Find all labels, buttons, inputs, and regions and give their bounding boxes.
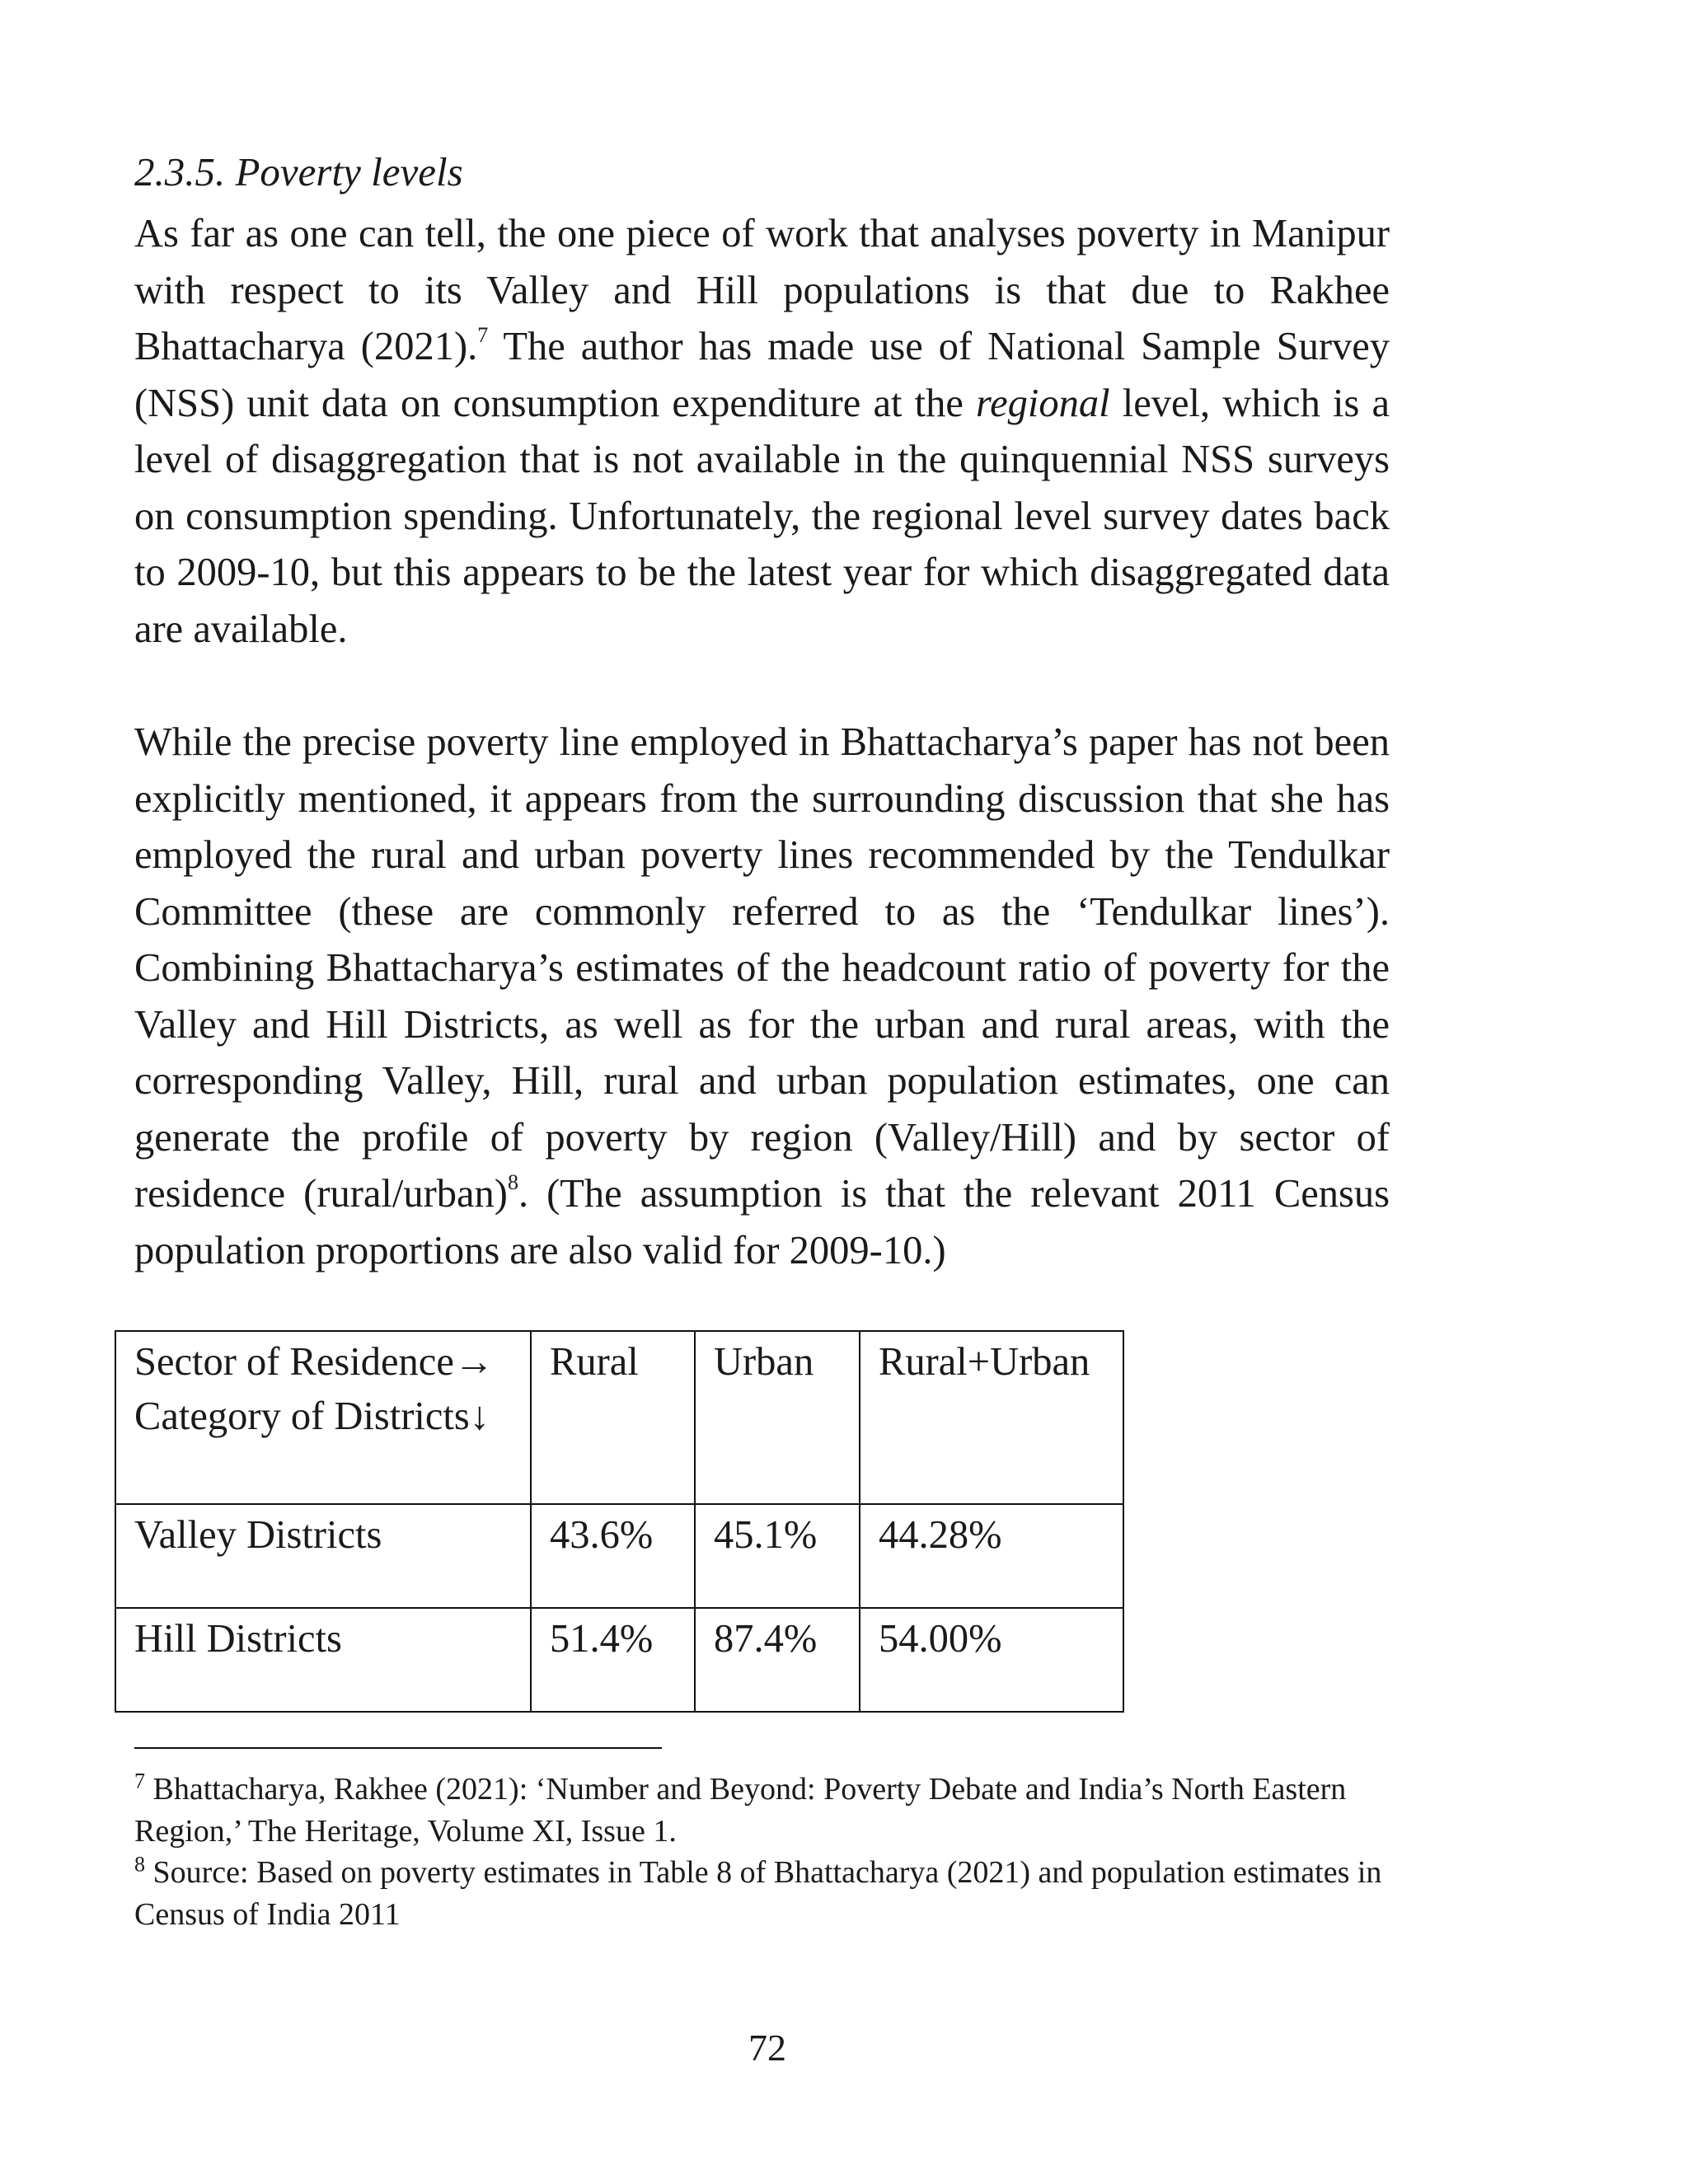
table-header-row bbox=[115, 1331, 1123, 1504]
paragraph-text: As far as one can tell, the one piece of work that analyses poverty in Manipur with respect to its Valley and Hill populations is that due to Rakhee Bhattacharya (2021). bbox=[134, 212, 1390, 368]
page-number: 72 bbox=[748, 2027, 786, 2069]
footnote-7 bbox=[134, 1769, 1404, 1853]
table-cell: 51.4% bbox=[531, 1608, 695, 1712]
table-header-corner bbox=[115, 1331, 531, 1504]
table-cell: 45.1% bbox=[695, 1504, 860, 1608]
paragraph-poverty-lines bbox=[134, 715, 1390, 1279]
footnote-8 bbox=[134, 1852, 1404, 1936]
table-row bbox=[115, 1504, 1123, 1608]
table-cell: 54.00% bbox=[860, 1608, 1123, 1712]
column-header-rural: Rural bbox=[531, 1331, 695, 1504]
table-row bbox=[115, 1608, 1123, 1712]
footnote-mark: 8 bbox=[134, 1852, 145, 1877]
sector-header-label: Sector of Residence→ bbox=[134, 1340, 495, 1384]
footnote-mark: 7 bbox=[134, 1769, 145, 1793]
poverty-table bbox=[115, 1330, 1124, 1713]
table-cell: 43.6% bbox=[531, 1504, 695, 1608]
column-header-urban: Urban bbox=[695, 1331, 860, 1504]
table-cell: 87.4% bbox=[695, 1608, 860, 1712]
column-header-rural-urban: Rural+Urban bbox=[860, 1331, 1123, 1504]
footnote-divider bbox=[134, 1747, 662, 1749]
footnote-ref-8[interactable]: 8 bbox=[507, 1169, 518, 1194]
paragraph-text: The author has made use of National Sample Survey (NSS) unit data on consumption expenditure at the bbox=[134, 325, 1390, 425]
row-label: Hill Districts bbox=[115, 1608, 531, 1712]
paragraph-text: level, which is a level of disaggregation that is not available in the quinquennial NSS surveys on consumption spending. Unfortunately, the regional level survey dates back to 2009-10, but this appears to be the latest year for which disaggregated data are available. bbox=[134, 381, 1390, 651]
paragraph-poverty-intro bbox=[134, 206, 1390, 658]
paragraph-text: . (The assumption is that the relevant 2011 Census population proportions are also valid for 2009-10.) bbox=[134, 1172, 1390, 1272]
footnote-text: Source: Based on poverty estimates in Table 8 of Bhattacharya (2021) and population estimates in Census of India 2011 bbox=[134, 1855, 1382, 1932]
table-cell: 44.28% bbox=[860, 1504, 1123, 1608]
row-label: Valley Districts bbox=[115, 1504, 531, 1608]
category-header-label: Category of Districts↓ bbox=[134, 1394, 490, 1438]
paragraph-text: While the precise poverty line employed in Bhattacharya’s paper has not been explicitly mentioned, it appears from the surrounding discussion that she has employed the rural and urban poverty lines recommended by the Tendulkar Committee (these are commonly referred to as the ‘Tendulkar lines’). Combining Bhattacharya’s estimates of the headcount ratio of poverty for the Valley and Hill Districts, as well as for the urban and rural areas, with the corresponding Valley, Hill, rural and urban population estimates, one can generate the profile of poverty by region (Valley/Hill) and by sector of residence (rural/urban) bbox=[134, 720, 1390, 1216]
footnote-text: Bhattacharya, Rakhee (2021): ‘Number and Beyond: Poverty Debate and India’s North Eastern Region,’ The Heritage, Volume XI, Issue 1. bbox=[134, 1772, 1347, 1849]
footnote-ref-7[interactable]: 7 bbox=[477, 322, 489, 347]
section-heading: 2.3.5. Poverty levels bbox=[134, 149, 463, 194]
italic-emphasis: regional bbox=[976, 381, 1110, 425]
